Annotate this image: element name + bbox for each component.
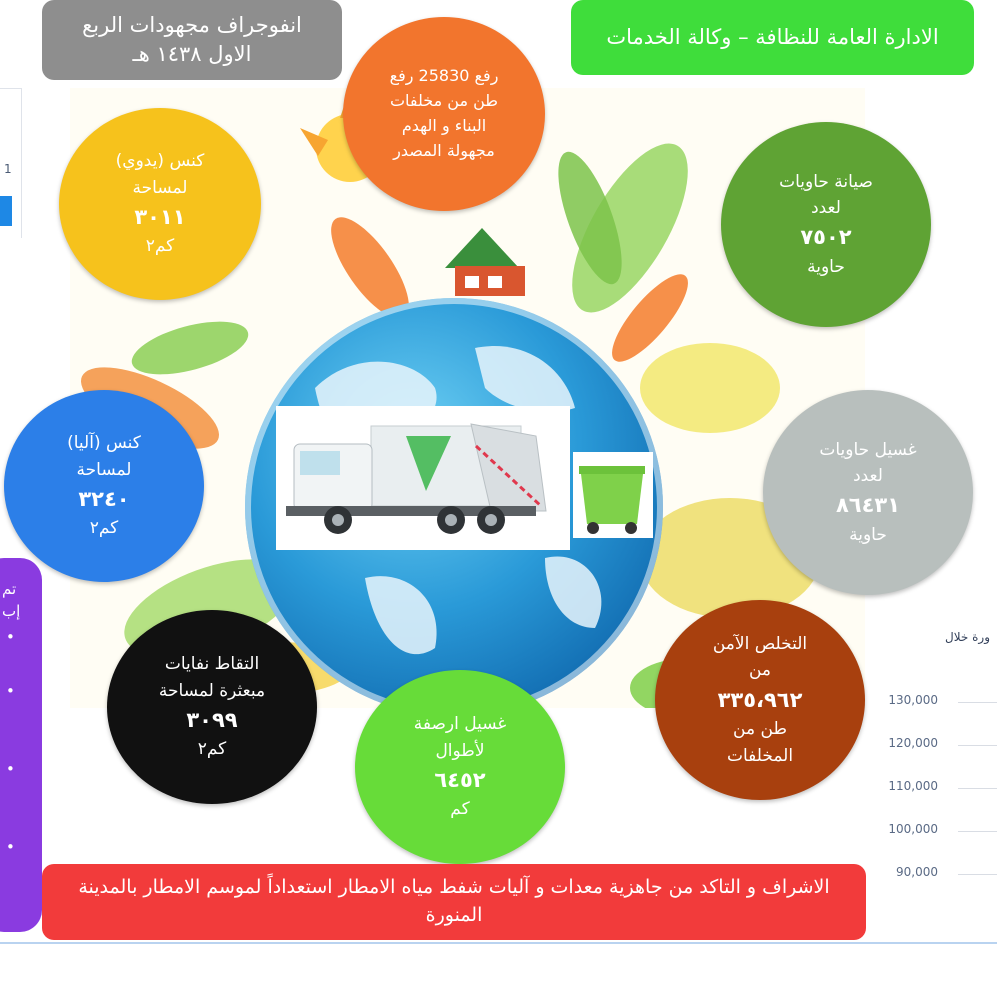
sidewalk-sub: لأطوال bbox=[435, 740, 485, 761]
rain-preparation-banner bbox=[42, 864, 866, 940]
litter-sub: مبعثرة لمساحة bbox=[158, 680, 266, 701]
mechanical-sweep-label: كنس (آليا) bbox=[67, 433, 141, 454]
waste-container-icon bbox=[573, 452, 653, 538]
bottom-divider-line bbox=[0, 942, 997, 944]
title-line-2: الاول ١٤٣٨ هـ bbox=[132, 42, 252, 66]
left-side-blue-button[interactable] bbox=[0, 196, 12, 226]
left-purple-bullet: • bbox=[6, 838, 15, 856]
gridline bbox=[958, 788, 997, 789]
left-side-number: 1 bbox=[4, 162, 12, 176]
left-purple-panel bbox=[0, 558, 42, 932]
litter-unit: كم٢ bbox=[197, 739, 227, 760]
container-maintenance-circle bbox=[721, 122, 931, 327]
left-purple-bullet: • bbox=[6, 760, 15, 778]
maintenance-sub: لعدد bbox=[811, 198, 841, 219]
mechanical-sweep-value: ٣٢٤٠ bbox=[78, 486, 130, 511]
right-chart-heading: ورة خلال bbox=[945, 630, 990, 644]
washing-sub: لعدد bbox=[853, 466, 883, 487]
mechanical-sweep-sub: لمساحة bbox=[76, 459, 132, 480]
infographic-title-banner bbox=[42, 0, 342, 80]
rain-banner-line-2: المنورة bbox=[425, 904, 483, 926]
rain-banner-line-1: الاشراف و التاكد من جاهزية معدات و آليات شفط مياه الامطار استعداداً لموسم الامطار بالمدينة bbox=[78, 876, 830, 899]
washing-unit: حاوية bbox=[849, 524, 887, 545]
maintenance-label: صيانة حاويات bbox=[779, 171, 873, 192]
house-icon bbox=[445, 228, 525, 296]
axis-tick-label: 110,000 bbox=[888, 779, 938, 793]
axis-tick-label: 100,000 bbox=[888, 822, 938, 836]
maintenance-value: ٧٥٠٢ bbox=[800, 225, 852, 250]
sidewalk-label: غسيل ارصفة bbox=[413, 714, 507, 735]
department-banner bbox=[571, 0, 974, 75]
disposal-sub: من bbox=[748, 660, 772, 681]
construction-debris-circle bbox=[343, 17, 545, 211]
gridline bbox=[958, 874, 997, 875]
sidewalk-value: ٦٤٥٢ bbox=[434, 767, 486, 792]
left-purple-bullet: • bbox=[6, 682, 15, 700]
debris-line-1: رفع 25830 رفع bbox=[389, 66, 499, 86]
litter-picking-circle bbox=[107, 610, 317, 804]
department-name: الادارة العامة للنظافة – وكالة الخدمات bbox=[606, 24, 939, 49]
manual-sweeping-circle bbox=[59, 108, 261, 300]
sidewalk-unit: كم bbox=[450, 799, 470, 820]
title-line-1: انفوجراف مجهودات الربع bbox=[82, 12, 302, 37]
left-purple-text-2: إب bbox=[2, 602, 21, 620]
mechanical-sweeping-circle bbox=[4, 390, 204, 582]
green-container-image bbox=[573, 452, 653, 538]
gridline bbox=[958, 831, 997, 832]
axis-tick-label: 120,000 bbox=[888, 736, 938, 750]
disposal-value: ٣٣٥،٩٦٢ bbox=[717, 687, 803, 712]
safe-disposal-circle bbox=[655, 600, 865, 800]
gridline bbox=[958, 745, 997, 746]
disposal-line-4: المخلفات bbox=[726, 745, 794, 766]
manual-sweep-label: كنس (يدوي) bbox=[115, 151, 205, 172]
disposal-line-3: طن من bbox=[733, 719, 787, 740]
litter-value: ٣٠٩٩ bbox=[186, 707, 238, 732]
left-purple-bullet: • bbox=[6, 628, 15, 646]
manual-sweep-unit: كم٢ bbox=[145, 236, 175, 257]
washing-value: ٨٦٤٣١ bbox=[835, 493, 901, 518]
manual-sweep-value: ٣٠١١ bbox=[134, 204, 186, 229]
litter-label: التقاط نفايات bbox=[164, 654, 260, 675]
manual-sweep-sub: لمساحة bbox=[132, 177, 188, 198]
debris-line-3: البناء و الهدم bbox=[401, 116, 487, 135]
mechanical-sweep-unit: كم٢ bbox=[89, 518, 119, 539]
axis-tick-label: 90,000 bbox=[896, 865, 938, 879]
container-washing-circle bbox=[763, 390, 973, 595]
sidewalk-washing-circle bbox=[355, 670, 565, 864]
debris-line-2: طن من مخلفات bbox=[389, 91, 499, 111]
garbage-truck-image bbox=[276, 406, 570, 550]
washing-label: غسيل حاويات bbox=[819, 439, 917, 460]
debris-line-4: مجهولة المصدر bbox=[393, 140, 495, 160]
disposal-label: التخلص الآمن bbox=[712, 634, 808, 655]
gridline bbox=[958, 702, 997, 703]
maintenance-unit: حاوية bbox=[807, 256, 845, 277]
garbage-truck-icon bbox=[276, 406, 570, 550]
left-purple-text-1: تم bbox=[2, 580, 17, 598]
axis-tick-label: 130,000 bbox=[888, 693, 938, 707]
